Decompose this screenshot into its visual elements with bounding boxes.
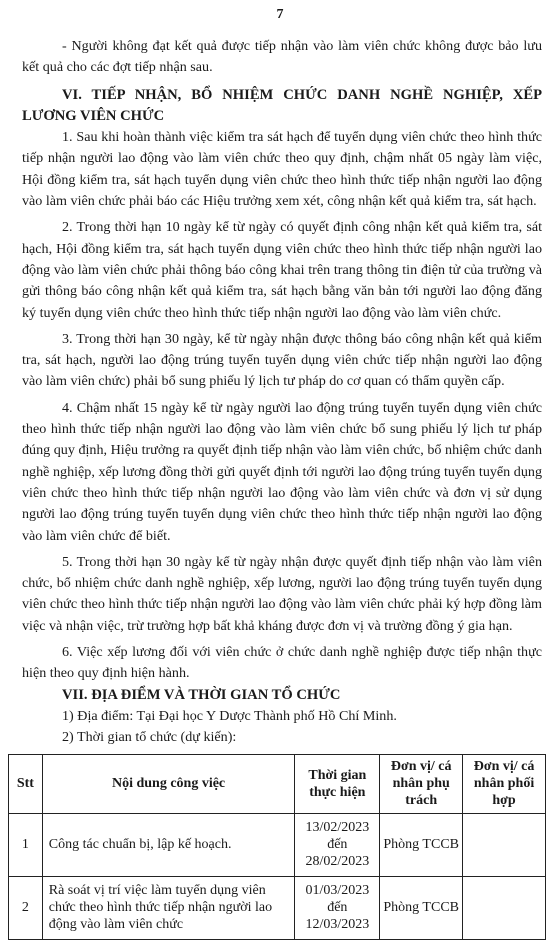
- section-6-paragraph-2: 2. Trong thời hạn 10 ngày kể từ ngày có quyết định công nhận kết quả kiểm tra, sát hạch, Hội đồng kiểm tra, sát hạch tuyển dụng viên chức theo hình thức tiếp nhận người lao động vào làm viên chức phải thông báo công khai trên trang thông tin điện tử của trường và gửi thông báo công nhận kết quả kiểm tra, sát hạch bằng văn bản tới người lao động đăng ký tuyển dụng viên chức theo hình thức tiếp nhận người lao động vào làm viên chức.: [22, 219, 542, 321]
- row-content: Công tác chuẩn bị, lập kế hoạch.: [42, 813, 295, 876]
- row-coop: [463, 813, 546, 876]
- row-time: [295, 876, 380, 939]
- row-time: [295, 813, 380, 876]
- section-6-paragraph-6: 6. Việc xếp lương đối với viên chức ở chức danh nghề nghiệp được tiếp nhận thực hiện theo quy định hiện hành.: [22, 644, 542, 682]
- date-from: 13/02/2023: [305, 820, 370, 835]
- date-separator: đến: [327, 900, 348, 915]
- date-separator: đến: [327, 837, 348, 852]
- section-7-title: VII. ĐỊA ĐIỂM VÀ THỜI GIAN TỔ CHỨC: [62, 686, 341, 703]
- row-lead: Phòng TCCB: [380, 813, 463, 876]
- table-header-row: [9, 754, 546, 813]
- section-6-paragraph-4: 4. Chậm nhất 15 ngày kể từ ngày người lao động trúng tuyển tuyển dụng viên chức theo hình thức tiếp nhận người lao động vào làm viên chức bổ sung phiếu lý lịch tư pháp đúng quy định, Hiệu trưởng ra quyết định tiếp nhận vào làm viên chức, bổ nhiệm chức danh nghề nghiệp, xếp lương đồng thời gửi quyết định tới người lao động trúng tuyển tuyển dụng viên chức theo hình thức tiếp nhận người lao động vào làm viên chức và đơn vị sử dụng người lao động trúng tuyển tuyển dụng viên chức theo hình thức tiếp nhận người lao động vào làm viên chức để biết.: [22, 399, 542, 544]
- header-coop: Đơn vị/ cá nhân phối hợp: [463, 754, 546, 813]
- row-lead: Phòng TCCB: [380, 876, 463, 939]
- time-line: 2) Thời gian tổ chức (dự kiến):: [62, 729, 237, 746]
- row-stt: 2: [9, 876, 43, 939]
- document-body: [16, 36, 542, 940]
- header-lead: Đơn vị/ cá nhân phụ trách: [380, 754, 463, 813]
- section-6-paragraph-5: 5. Trong thời hạn 30 ngày kể từ ngày nhận được quyết định tiếp nhận vào làm viên chức, bổ nhiệm chức danh nghề nghiệp, xếp lương, người lao động trúng tuyển tuyển dụng viên chức theo hình thức tiếp nhận người lao động vào làm viên chức phải ký hợp đồng làm việc và nhận việc, trừ trường hợp bất khả kháng được đơn vị và trường đồng ý gia hạn.: [22, 553, 542, 634]
- date-to: 28/02/2023: [305, 854, 370, 869]
- row-coop: [463, 876, 546, 939]
- date-from: 01/03/2023: [305, 883, 370, 898]
- table-row: [9, 813, 546, 876]
- section-6-title: VI. TIẾP NHẬN, BỔ NHIỆM CHỨC DANH NGHỀ NGHIỆP, XẾP LƯƠNG VIÊN CHỨC: [22, 86, 542, 124]
- date-to: 12/03/2023: [305, 917, 370, 932]
- header-content: Nội dung công việc: [42, 754, 295, 813]
- section-6-paragraph-1: 1. Sau khi hoàn thành việc kiểm tra sát hạch để tuyển dụng viên chức theo hình thức tiếp nhận người lao động vào làm viên chức theo quy định, chậm nhất 05 ngày làm việc, Hội đồng kiểm tra, sát hạch tuyển dụng viên chức theo hình thức tiếp nhận người lao động vào làm viên chức phải báo các Hiệu trưởng xem xét, công nhận kết quả kiểm tra, sát hạch.: [22, 129, 542, 210]
- section-6-paragraph-3: 3. Trong thời hạn 30 ngày, kể từ ngày nhận được thông báo công nhận kết quả kiểm tra, sát hạch, người lao động trúng tuyển tuyển dụng viên chức tiếp nhận người lao động vào làm viên chức) phải bổ sung phiếu lý lịch tư pháp do cơ quan có thẩm quyền cấp.: [22, 330, 542, 390]
- header-stt: Stt: [9, 754, 43, 813]
- schedule-table: [8, 754, 546, 940]
- row-content: Rà soát vị trí việc làm tuyển dụng viên chức theo hình thức tiếp nhận người lao động vào làm viên chức: [42, 876, 295, 939]
- intro-paragraph: - Người không đạt kết quả được tiếp nhận vào làm viên chức không được bảo lưu kết quả cho các đợt tiếp nhận sau.: [22, 38, 542, 76]
- page-number: 7: [276, 7, 284, 22]
- header-time: Thời gian thực hiện: [295, 754, 380, 813]
- table-row: [9, 876, 546, 939]
- location-line: 1) Địa điểm: Tại Đại học Y Dược Thành phố Hồ Chí Minh.: [62, 707, 397, 724]
- row-stt: 1: [9, 813, 43, 876]
